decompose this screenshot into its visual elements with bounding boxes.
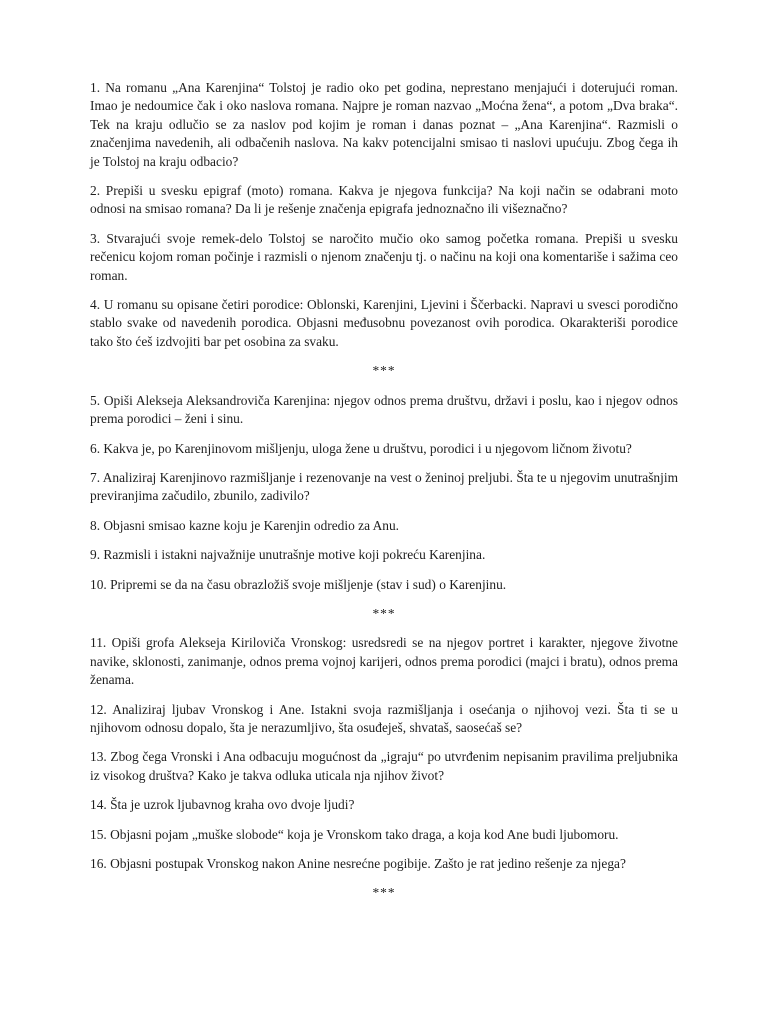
question-1: 1. Na romanu „Ana Karenjina“ Tolstoj je radio oko pet godina, neprestano menjajući i doterujući roman. Imao je nedoumice čak i oko naslova romana. Najpre je roman nazvao „Moćna žena“, a potom „Dva braka“. Tek na kraju odlučio se za naslov pod kojim je roman i danas poznat – „Ana Karenjina“. Razmisli o značenjima navedenih, ali odbačenih naslova. Na kakv potencijalni smisao ti naslovi upućuju. Zbog čega ih je Tolstoj na kraju odbacio?	[90, 80, 678, 169]
section-separator-2: ***	[372, 605, 396, 621]
question-4: 4. U romanu su opisane četiri porodice: Oblonski, Karenjini, Ljevini i Ščerbacki. Napravi u svesci porodično stablo svake od navedenih porodica. Objasni međusobnu povezanost ovih porodica. Okarakteriši porodice tako što ćeš izdvojiti bar pet osobina za svaku.	[90, 297, 678, 349]
question-6: 6. Kakva je, po Karenjinovom mišljenju, uloga žene u društvu, porodici i u njegovom ličnom životu?	[90, 440, 632, 456]
question-12: 12. Analiziraj ljubav Vronskog i Ane. Istakni svoja razmišljanja i osećanja o njihovoj vezi. Šta ti se u njihovom odnosu dopalo, šta je nerazumljivo, šta osuđeješ, shvataš, saosećaš se?	[90, 701, 678, 735]
question-10: 10. Pripremi se da na času obrazložiš svoje mišljenje (stav i sud) o Karenjinu.	[90, 576, 507, 592]
question-16: 16. Objasni postupak Vronskog nakon Anine nesrećne pogibije. Zašto je rat jedino rešenje za njega?	[90, 856, 626, 871]
question-list	[90, 79, 678, 914]
question-2: 2. Prepiši u svesku epigraf (moto) romana. Kakva je njegova funkcija? Na koji način se odabrani moto odnosi na smisao romana? Da li je rešenje značenja epigrafa jednoznačno ili višeznačno?	[90, 183, 678, 217]
question-3: 3. Stvarajući svoje remek-delo Tolstoj se naročito mučio oko samog početka romana. Prepiši u svesku rečenicu kojom roman počinje i razmisli o njenom značenju tj. o načinu na koji ona komentariše i sažima ceo roman.	[90, 230, 678, 283]
question-9: 9. Razmisli i istakni najvažnije unutrašnje motive koji pokreću Karenjina.	[90, 547, 486, 563]
question-11: 11. Opiši grofa Alekseja Kiriloviča Vronskog: usredsredi se na njegov portret i karakter, njegove životne navike, sklonosti, zanimanje, odnos prema vojnoj karijeri, odnos prema porodici (majci i bratu), odnos prema ženama.	[90, 635, 678, 688]
section-separator-1: ***	[372, 363, 396, 379]
question-5: 5. Opiši Alekseja Aleksandroviča Karenjina: njegov odnos prema društvu, državi i poslu, kao i njegov odnos prema porodici – ženi i sinu.	[90, 392, 678, 427]
section-separator-3: ***	[372, 885, 396, 901]
question-14: 14. Šta je uzrok ljubavnog kraha ovo dvoje ljudi?	[90, 797, 355, 813]
question-13: 13. Zbog čega Vronski i Ana odbacuju mogućnost da „igraju“ po utvrđenim nepisanim pravilima preljubnika iz visokog društva? Kako je takva odluka uticala nja njihov život?	[90, 749, 678, 783]
question-15: 15. Objasni pojam „muške slobode“ koja je Vronskom tako draga, a koja kod Ane budi ljubomoru.	[90, 826, 619, 842]
question-7: 7. Analiziraj Karenjinovo razmišljanje i rezenovanje na vest o ženinoj preljubi. Šta te u njegovim unutrašnjim previranjima začudilo, zbunilo, zadivilo?	[90, 469, 678, 504]
question-8: 8. Objasni smisao kazne koju je Karenjin odredio za Anu.	[90, 517, 400, 533]
